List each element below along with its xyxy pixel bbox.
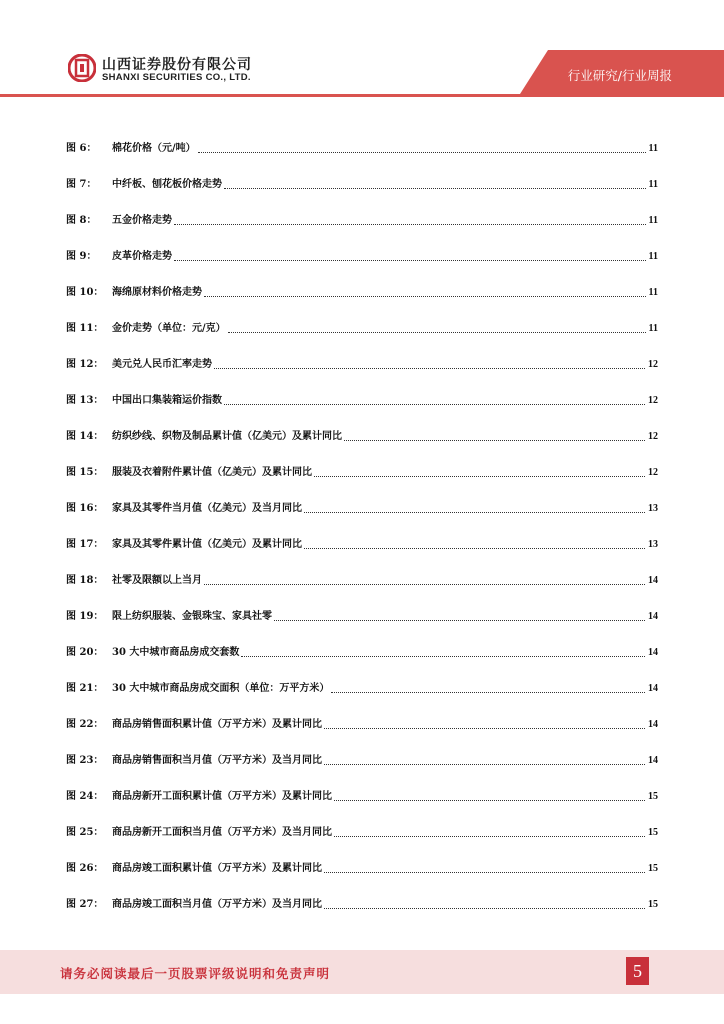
toc-title: 30 大中城市商品房成交套数 bbox=[112, 647, 240, 658]
toc-title: 家具及其零件当月值（亿美元）及当月同比 bbox=[112, 503, 302, 514]
toc-label: 图 14： bbox=[66, 431, 104, 442]
toc-title: 中国出口集装箱运价指数 bbox=[112, 395, 222, 406]
company-name-cn: 山西证券股份有限公司 bbox=[102, 57, 252, 73]
toc-leader-dots bbox=[344, 439, 645, 441]
toc-label: 图 26： bbox=[66, 863, 104, 874]
toc-leader-dots bbox=[334, 799, 645, 801]
toc-label: 图 10： bbox=[66, 287, 104, 298]
toc-page-number: 13 bbox=[648, 503, 658, 514]
toc-page-number: 11 bbox=[648, 251, 658, 262]
toc-label: 图 19： bbox=[66, 611, 104, 622]
toc-label: 图 21： bbox=[66, 683, 104, 694]
toc-leader-dots bbox=[224, 403, 645, 405]
toc-page-number: 14 bbox=[648, 755, 658, 766]
toc-label: 图 27： bbox=[66, 899, 104, 910]
toc-title: 商品房新开工面积当月值（万平方米）及当月同比 bbox=[112, 827, 332, 838]
toc-label: 图 22： bbox=[66, 719, 104, 730]
company-name-en: SHANXI SECURITIES CO., LTD. bbox=[102, 72, 251, 83]
toc-page-number: 12 bbox=[648, 467, 658, 478]
toc-entry[interactable] bbox=[66, 408, 658, 444]
toc-title: 商品房销售面积累计值（万平方米）及累计同比 bbox=[112, 719, 322, 730]
toc-page-number: 14 bbox=[648, 575, 658, 586]
toc-leader-dots bbox=[324, 907, 645, 909]
toc-leader-dots bbox=[324, 727, 645, 729]
toc-leader-dots bbox=[174, 223, 646, 225]
toc-page-number: 11 bbox=[648, 287, 658, 298]
toc-entry[interactable] bbox=[66, 660, 658, 696]
toc-label: 图 18： bbox=[66, 575, 104, 586]
header-banner bbox=[0, 0, 724, 100]
toc-leader-dots bbox=[324, 763, 645, 765]
toc-title: 棉花价格（元/吨） bbox=[112, 143, 196, 154]
toc-label: 图 9： bbox=[66, 251, 97, 262]
toc-entry[interactable] bbox=[66, 624, 658, 660]
shanxi-securities-logo-icon bbox=[68, 54, 96, 82]
toc-entry[interactable] bbox=[66, 444, 658, 480]
toc-entry[interactable] bbox=[66, 264, 658, 300]
toc-entry[interactable] bbox=[66, 552, 658, 588]
toc-label: 图 20： bbox=[66, 647, 104, 658]
toc-entry[interactable] bbox=[66, 840, 658, 876]
toc-title: 金价走势（单位：元/克） bbox=[112, 323, 226, 334]
toc-leader-dots bbox=[274, 619, 645, 621]
toc-leader-dots bbox=[334, 835, 645, 837]
toc-label: 图 15： bbox=[66, 467, 104, 478]
toc-page-number: 13 bbox=[648, 539, 658, 550]
toc-entry[interactable] bbox=[66, 300, 658, 336]
toc-leader-dots bbox=[174, 259, 646, 261]
toc-page-number: 12 bbox=[648, 395, 658, 406]
toc-entry[interactable] bbox=[66, 372, 658, 408]
toc-page-number: 11 bbox=[648, 323, 658, 334]
toc-title: 皮革价格走势 bbox=[112, 251, 172, 262]
page-header bbox=[0, 0, 724, 100]
toc-entry[interactable] bbox=[66, 336, 658, 372]
toc-entry[interactable] bbox=[66, 588, 658, 624]
toc-page-number: 14 bbox=[648, 647, 658, 658]
toc-label: 图 13： bbox=[66, 395, 104, 406]
toc-entry[interactable] bbox=[66, 480, 658, 516]
toc-page-number: 15 bbox=[648, 791, 658, 802]
toc-leader-dots bbox=[324, 871, 645, 873]
toc-title: 商品房销售面积当月值（万平方米）及当月同比 bbox=[112, 755, 322, 766]
toc-title: 商品房竣工面积当月值（万平方米）及当月同比 bbox=[112, 899, 322, 910]
toc-label: 图 16： bbox=[66, 503, 104, 514]
toc-leader-dots bbox=[241, 655, 645, 657]
toc-title: 美元兑人民币汇率走势 bbox=[112, 359, 212, 370]
toc-label: 图 23： bbox=[66, 755, 104, 766]
figure-table-of-contents bbox=[66, 120, 658, 912]
toc-leader-dots bbox=[314, 475, 645, 477]
toc-page-number: 14 bbox=[648, 683, 658, 694]
toc-leader-dots bbox=[304, 547, 645, 549]
toc-title: 家具及其零件累计值（亿美元）及累计同比 bbox=[112, 539, 302, 550]
toc-title: 纺织纱线、织物及制品累计值（亿美元）及累计同比 bbox=[112, 431, 342, 442]
toc-entry[interactable] bbox=[66, 120, 658, 156]
toc-label: 图 11： bbox=[66, 323, 104, 334]
page-footer bbox=[0, 950, 724, 994]
toc-leader-dots bbox=[198, 151, 646, 153]
toc-label: 图 7： bbox=[66, 179, 97, 190]
toc-page-number: 11 bbox=[648, 143, 658, 154]
toc-label: 图 24： bbox=[66, 791, 104, 802]
toc-title: 限上纺织服装、金银珠宝、家具社零 bbox=[112, 611, 272, 622]
toc-entry[interactable] bbox=[66, 192, 658, 228]
toc-page-number: 15 bbox=[648, 827, 658, 838]
toc-page-number: 14 bbox=[648, 611, 658, 622]
toc-entry[interactable] bbox=[66, 732, 658, 768]
toc-title: 30 大中城市商品房成交面积（单位：万平方米） bbox=[112, 683, 330, 694]
toc-page-number: 12 bbox=[648, 431, 658, 442]
toc-leader-dots bbox=[331, 691, 645, 693]
toc-page-number: 11 bbox=[648, 179, 658, 190]
toc-entry[interactable] bbox=[66, 804, 658, 840]
toc-title: 社零及限额以上当月 bbox=[112, 575, 202, 586]
toc-label: 图 6： bbox=[66, 143, 97, 154]
toc-entry[interactable] bbox=[66, 876, 658, 912]
toc-entry[interactable] bbox=[66, 156, 658, 192]
toc-title: 商品房竣工面积累计值（万平方米）及累计同比 bbox=[112, 863, 322, 874]
toc-page-number: 15 bbox=[648, 899, 658, 910]
toc-title: 商品房新开工面积累计值（万平方米）及累计同比 bbox=[112, 791, 332, 802]
toc-title: 服装及衣着附件累计值（亿美元）及累计同比 bbox=[112, 467, 312, 478]
toc-leader-dots bbox=[204, 295, 646, 297]
toc-leader-dots bbox=[214, 367, 645, 369]
toc-label: 图 12： bbox=[66, 359, 104, 370]
report-section-label: 行业研究/行业周报 bbox=[567, 68, 672, 83]
disclaimer-text: 请务必阅读最后一页股票评级说明和免责声明 bbox=[60, 966, 331, 981]
toc-title: 中纤板、刨花板价格走势 bbox=[112, 179, 222, 190]
toc-page-number: 12 bbox=[648, 359, 658, 370]
toc-entry[interactable] bbox=[66, 228, 658, 264]
toc-label: 图 17： bbox=[66, 539, 104, 550]
page-number: 5 bbox=[626, 957, 649, 985]
toc-page-number: 15 bbox=[648, 863, 658, 874]
toc-page-number: 11 bbox=[648, 215, 658, 226]
toc-label: 图 25： bbox=[66, 827, 104, 838]
toc-title: 海绵原材料价格走势 bbox=[112, 287, 202, 298]
toc-label: 图 8： bbox=[66, 215, 97, 226]
toc-page-number: 14 bbox=[648, 719, 658, 730]
toc-entry[interactable] bbox=[66, 516, 658, 552]
toc-leader-dots bbox=[204, 583, 645, 585]
toc-entry[interactable] bbox=[66, 768, 658, 804]
toc-leader-dots bbox=[304, 511, 645, 513]
toc-entry[interactable] bbox=[66, 696, 658, 732]
toc-leader-dots bbox=[224, 187, 646, 189]
toc-leader-dots bbox=[228, 331, 646, 333]
toc-title: 五金价格走势 bbox=[112, 215, 172, 226]
